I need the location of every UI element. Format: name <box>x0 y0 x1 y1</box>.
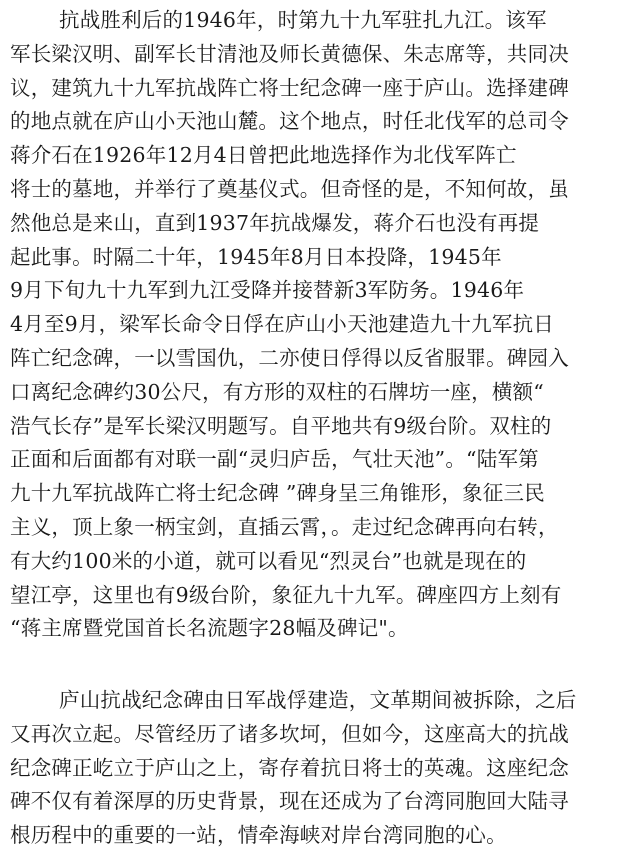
text-line: 有大约100米的小道，就可以看见“烈灵台”也就是现在的 <box>10 548 527 573</box>
text-line: 纪念碑正屹立于庐山之上，寄存着抗日将士的英魂。这座纪念 <box>10 755 569 780</box>
text-line: 军长梁汉明、副军长甘清池及师长黄德保、朱志席等，共同决 <box>10 41 569 66</box>
text-line: 9月下旬九十九军到九江受降并接替新3军防务。1946年 <box>10 278 525 303</box>
text-line: 起此事。时隔二十年，1945年8月日本投降，1945年 <box>10 244 502 269</box>
text-line: 根历程中的重要的一站，情牵海峡对岸台湾同胞的心。 <box>10 823 507 848</box>
text-line: 议，建筑九十九军抗战阵亡将士纪念碑一座于庐山。选择建碑 <box>10 75 569 100</box>
text-line: 4月至9月，梁军长命令日俘在庐山小天池建造九十九军抗日 <box>10 312 554 337</box>
text-line: 抗战胜利后的1946年，时第九十九军驻扎九江。该军 <box>59 8 547 32</box>
text-line: 九十九军抗战阵亡将士纪念碑 ”碑身呈三角锥形，象征三民 <box>10 481 545 506</box>
text-line: 主义，顶上象一柄宝剑，直插云霄，。走过纪念碑再向右转， <box>10 514 559 539</box>
text-line: 浩气长存”是军长梁汉明题写。自平地共有9级台阶。双柱的 <box>10 413 552 438</box>
text-line: 将士的墓地，并举行了奠基仪式。但奇怪的是，不知何故，虽 <box>10 176 569 201</box>
text-line: 庐山抗战纪念碑由日军战俘建造，文革期间被拆除，之后 <box>59 688 577 712</box>
text-line: 望江亭，这里也有9级台阶，象征九十九军。碑座四方上刻有 <box>10 582 562 607</box>
text-line: 碑不仅有着深厚的历史背景，现在还成为了台湾同胞回大陆寻 <box>10 789 569 814</box>
text-line: 正面和后面都有对联一副“灵归庐岳，气壮天池”。“陆军第 <box>10 447 539 472</box>
text-line: 蒋介石在1926年12月4日曾把此地选择作为北伐军阵亡 <box>10 143 517 168</box>
paragraph-2 <box>10 684 635 853</box>
text-line: “蒋主席暨党国首长名流题字28幅及碑记"。 <box>10 616 409 641</box>
text-line: 又再次立起。尽管经历了诸多坎坷，但如今，这座高大的抗战 <box>10 721 569 746</box>
paragraph-1 <box>10 4 635 646</box>
text-line: 的地点就在庐山小天池山麓。这个地点，时任北伐军的总司令 <box>10 109 569 134</box>
text-line: 然他总是来山，直到1937年抗战爆发，蒋介石也没有再提 <box>10 210 540 235</box>
text-line: 口离纪念碑约30公尺，有方形的双柱的石牌坊一座，横额“ <box>10 379 544 404</box>
text-line: 阵亡纪念碑，一以雪国仇，二亦使日俘得以反省服罪。碑园入 <box>10 345 569 370</box>
